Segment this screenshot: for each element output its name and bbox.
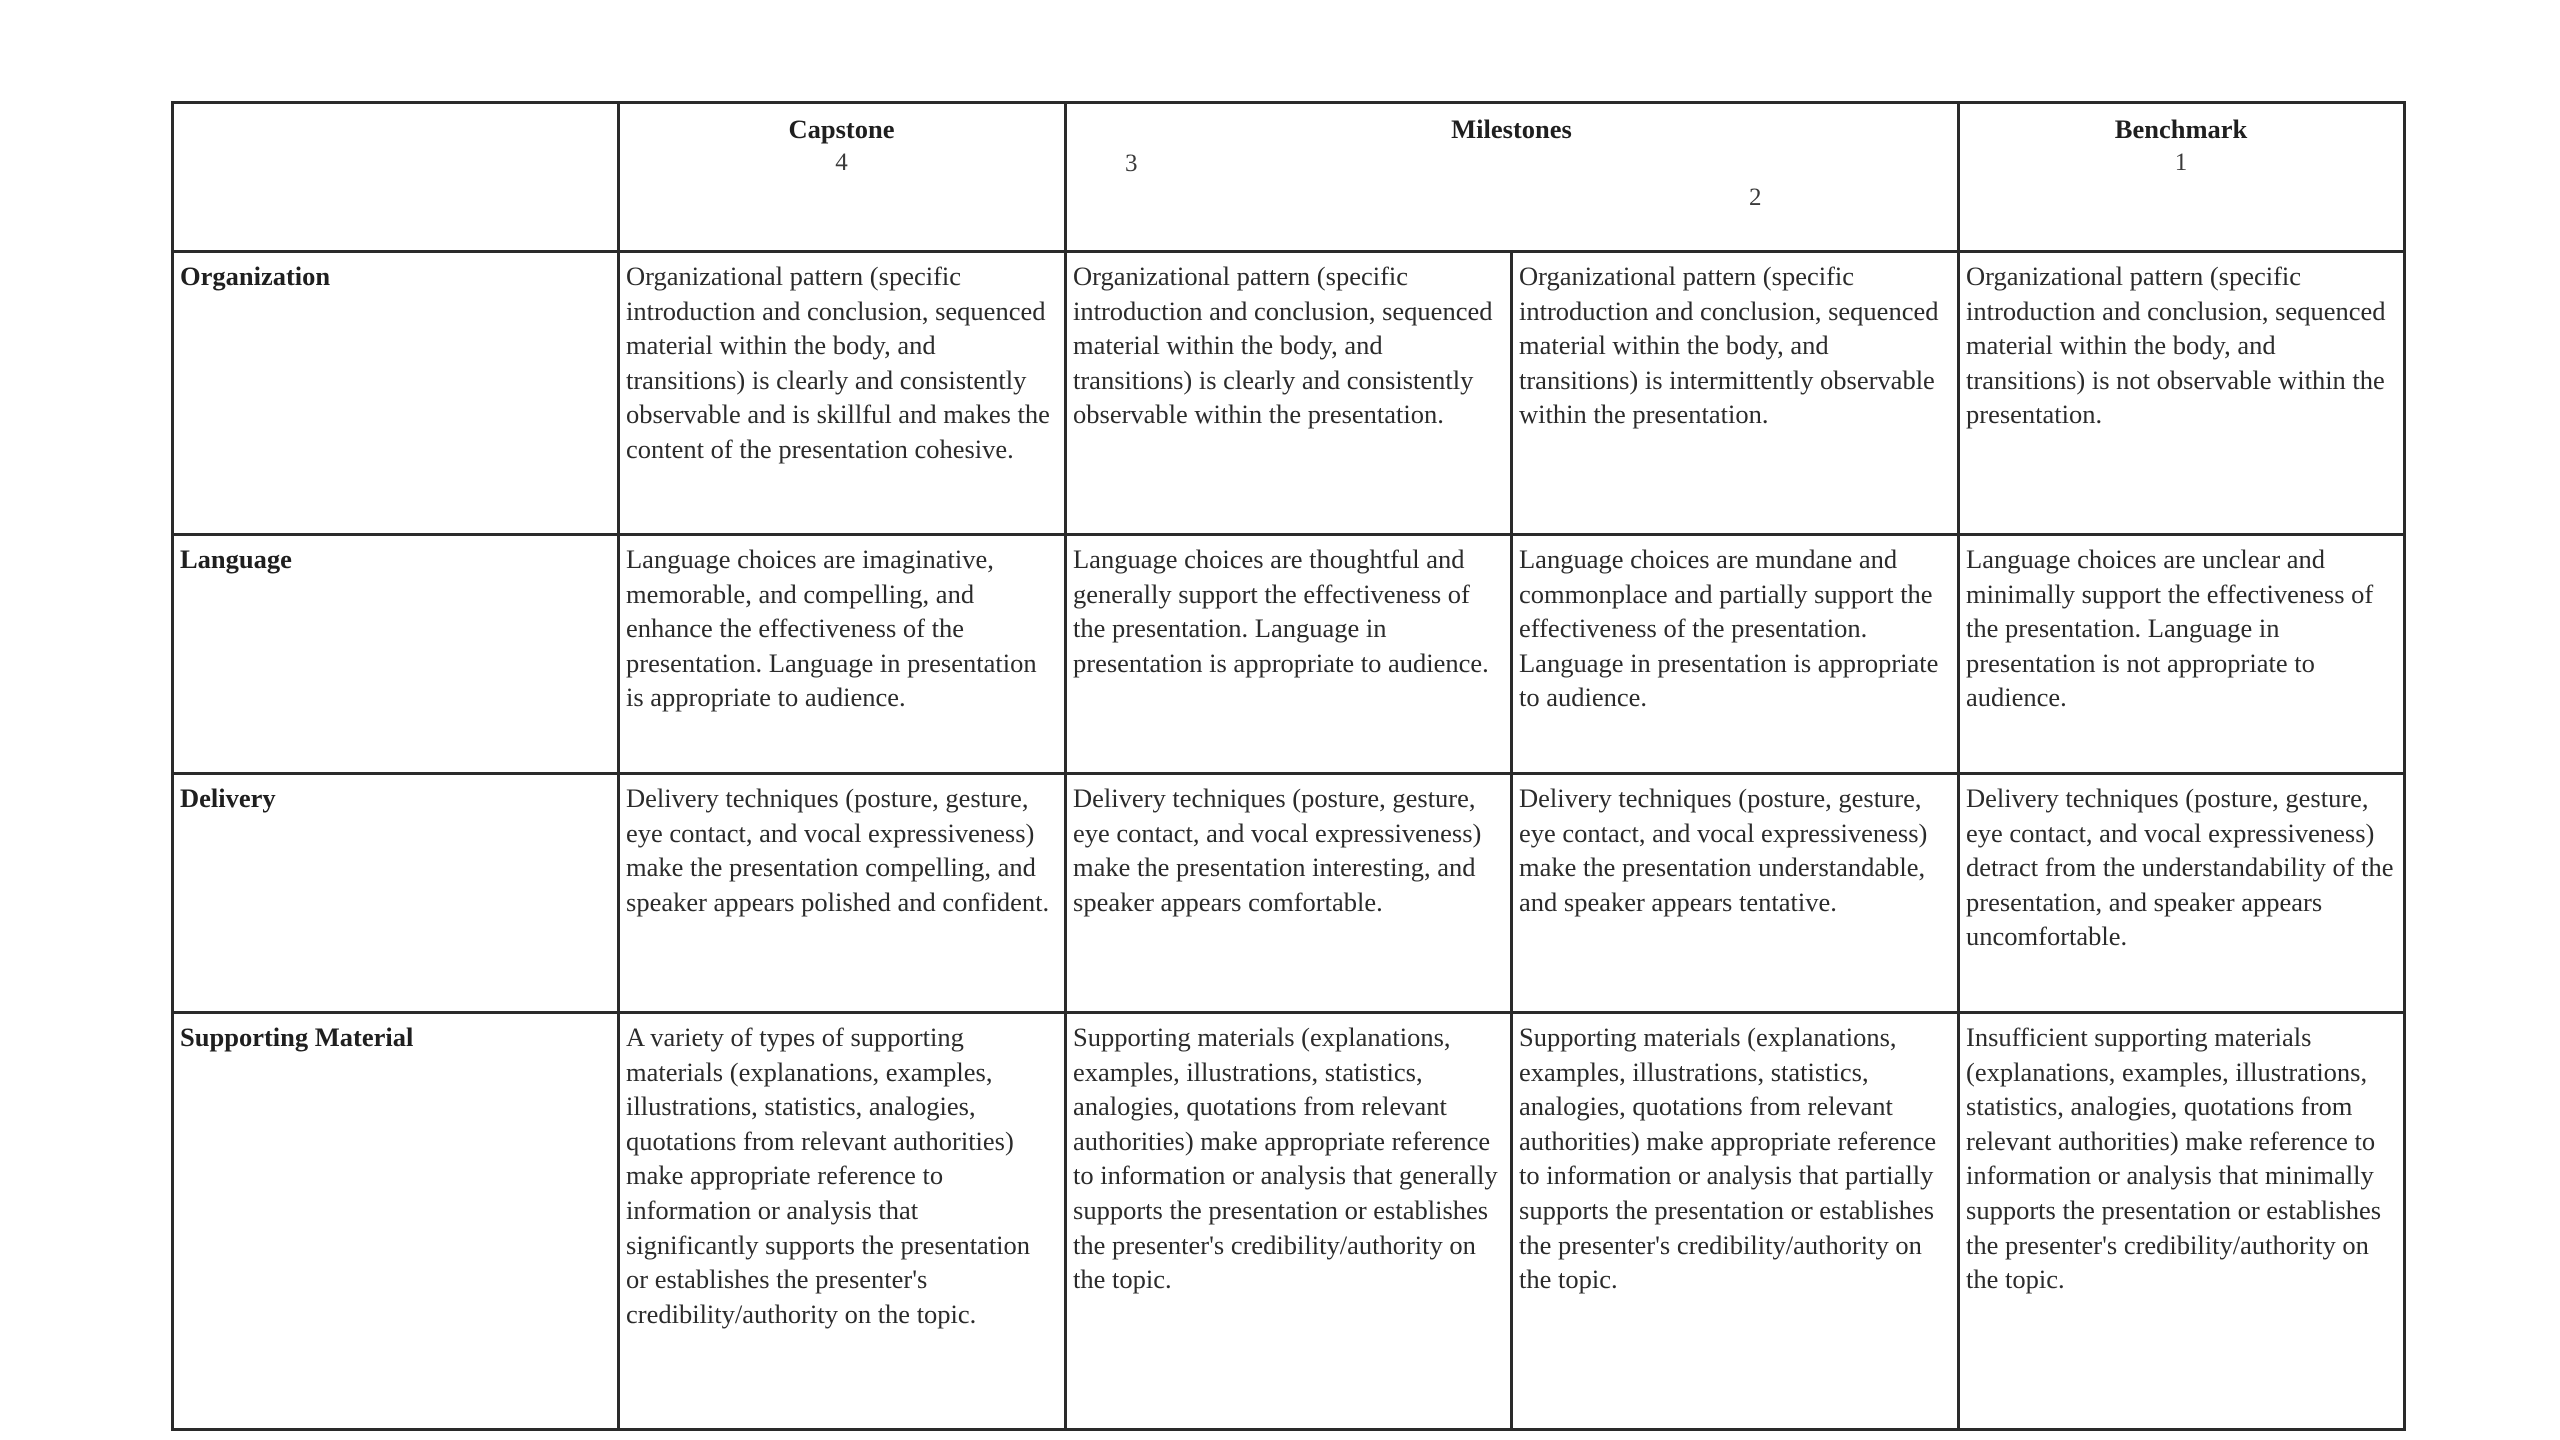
row-supporting-material	[173, 1013, 2405, 1430]
rubric-table	[171, 101, 2406, 1431]
cell-capstone: Language choices are imaginative, memorable, and compelling, and enhance the effectiveness of the presentation. Language in presentation is appropriate to audience.	[619, 535, 1066, 774]
milestone-level-3: 3	[1125, 150, 1138, 177]
header-milestones	[1066, 103, 1959, 252]
header-row	[173, 103, 2405, 252]
cell-milestone-3: Supporting materials (explanations, examples, illustrations, statistics, analogies, quotations from relevant authorities) make appropriate reference to information or analysis that generally supports the presentation or establishes the presenter's credibility/authority on the topic.	[1066, 1013, 1512, 1430]
cell-benchmark: Insufficient supporting materials (explanations, examples, illustrations, statistics, analogies, quotations from relevant authorities) make reference to information or analysis that minimally supports the presentation or establishes the presenter's credibility/authority on the topic.	[1959, 1013, 2405, 1430]
cell-benchmark: Language choices are unclear and minimally support the effectiveness of the presentation. Language in presentation is not appropriate to audience.	[1959, 535, 2405, 774]
cell-benchmark: Organizational pattern (specific introduction and conclusion, sequenced material within the body, and transitions) is not observable within the presentation.	[1959, 252, 2405, 535]
row-organization	[173, 252, 2405, 535]
cell-milestone-2: Supporting materials (explanations, examples, illustrations, statistics, analogies, quotations from relevant authorities) make appropriate reference to information or analysis that partially supports the presentation or establishes the presenter's credibility/authority on the topic.	[1512, 1013, 1959, 1430]
cell-milestone-3: Delivery techniques (posture, gesture, eye contact, and vocal expressiveness) make the presentation interesting, and speaker appears comfortable.	[1066, 774, 1512, 1013]
row-language	[173, 535, 2405, 774]
cell-milestone-3: Organizational pattern (specific introduction and conclusion, sequenced material within the body, and transitions) is clearly and consistently observable within the presentation.	[1066, 252, 1512, 535]
cell-milestone-3: Language choices are thoughtful and generally support the effectiveness of the presentation. Language in presentation is appropriate to audience.	[1066, 535, 1512, 774]
cell-milestone-2: Language choices are mundane and commonplace and partially support the effectiveness of the presentation. Language in presentation is appropriate to audience.	[1512, 535, 1959, 774]
row-label: Language	[173, 535, 619, 774]
milestones-title: Milestones	[1451, 114, 1572, 144]
cell-milestone-2: Organizational pattern (specific introduction and conclusion, sequenced material within the body, and transitions) is intermittently observable within the presentation.	[1512, 252, 1959, 535]
header-capstone	[619, 103, 1066, 252]
milestone-level-2: 2	[1749, 184, 1762, 211]
cell-capstone: Organizational pattern (specific introduction and conclusion, sequenced material within the body, and transitions) is clearly and consistently observable and is skillful and makes the content of the presentation cohesive.	[619, 252, 1066, 535]
capstone-level: 4	[835, 149, 848, 176]
cell-benchmark: Delivery techniques (posture, gesture, eye contact, and vocal expressiveness) detract from the understandability of the presentation, and speaker appears uncomfortable.	[1959, 774, 2405, 1013]
benchmark-title: Benchmark	[2114, 114, 2248, 144]
cell-milestone-2: Delivery techniques (posture, gesture, eye contact, and vocal expressiveness) make the presentation understandable, and speaker appears tentative.	[1512, 774, 1959, 1013]
cell-capstone: A variety of types of supporting materials (explanations, examples, illustrations, statistics, analogies, quotations from relevant authorities) make appropriate reference to information or analysis that significantly supports the presentation or establishes the presenter's credibility/authority on the topic.	[619, 1013, 1066, 1430]
benchmark-level: 1	[2174, 149, 2188, 176]
row-label: Organization	[173, 252, 619, 535]
row-delivery	[173, 774, 2405, 1013]
cell-capstone: Delivery techniques (posture, gesture, eye contact, and vocal expressiveness) make the presentation compelling, and speaker appears polished and confident.	[619, 774, 1066, 1013]
row-label: Supporting Material	[173, 1013, 619, 1430]
capstone-title: Capstone	[788, 114, 895, 144]
row-label: Delivery	[173, 774, 619, 1013]
header-benchmark	[1959, 103, 2405, 252]
header-empty-cell	[173, 103, 619, 252]
